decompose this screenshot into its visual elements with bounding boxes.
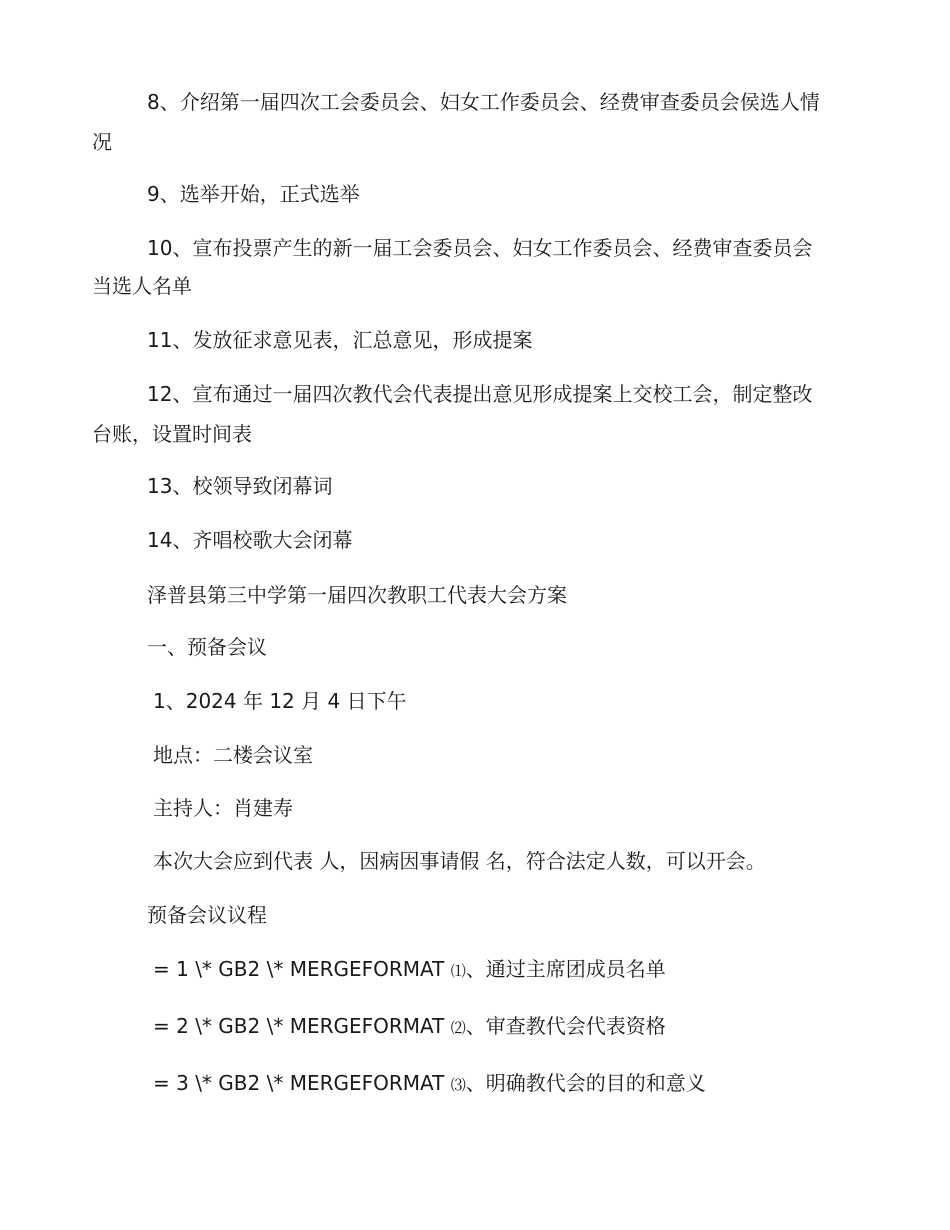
plan-title: 泽普县第三中学第一届四次教职工代表大会方案 [147,583,567,607]
agenda-item-line [153,1063,706,1105]
list-item-continuation: 台账，设置时间表 [92,422,252,446]
agenda-item-line [153,949,666,991]
list-item-text: 12、宣布通过一届四次教代会代表提出意见形成提案上交校工会，制定整改 [147,382,813,406]
agenda-number: ⑴ [450,962,466,980]
list-item-continuation: 况 [92,130,112,154]
list-item-text: 10、宣布投票产生的新一届工会委员会、妇女工作委员会、经费审查委员会 [147,236,813,260]
list-item-text: 13、校领导致闭幕词 [147,474,333,498]
agenda-text: 、通过主席团成员名单 [465,957,666,981]
list-item-text: 9、选举开始，正式选举 [147,182,360,206]
list-item-text: 8、介绍第一届四次工会委员会、妇女工作委员会、经费审查委员会侯选人情 [147,90,820,114]
prep-host: 主持人：肖建寿 [153,796,293,820]
agenda-number: ⑶ [450,1076,466,1094]
agenda-text: 、审查教代会代表资格 [465,1014,666,1038]
agenda-item-line [153,1006,666,1048]
section-heading: 一、预备会议 [147,635,267,659]
agenda-text: 、明确教代会的目的和意义 [465,1071,706,1095]
agenda-number: ⑵ [450,1019,466,1037]
agenda-field-code: = 3 \* GB2 \* MERGEFORMAT [153,1071,445,1095]
prep-location: 地点：二楼会议室 [153,743,313,767]
list-item-text: 14、齐唱校歌大会闭幕 [147,528,353,552]
list-item-continuation: 当选人名单 [92,274,192,298]
agenda-field-code: = 1 \* GB2 \* MERGEFORMAT [153,957,445,981]
prep-time: 1、2024 年 12 月 4 日下午 [153,689,407,713]
prep-attendance: 本次大会应到代表 人，因病因事请假 名，符合法定人数，可以开会。 [153,849,766,873]
agenda-title: 预备会议议程 [147,903,267,927]
list-item-text: 11、发放征求意见表，汇总意见，形成提案 [147,328,533,352]
agenda-field-code: = 2 \* GB2 \* MERGEFORMAT [153,1014,445,1038]
